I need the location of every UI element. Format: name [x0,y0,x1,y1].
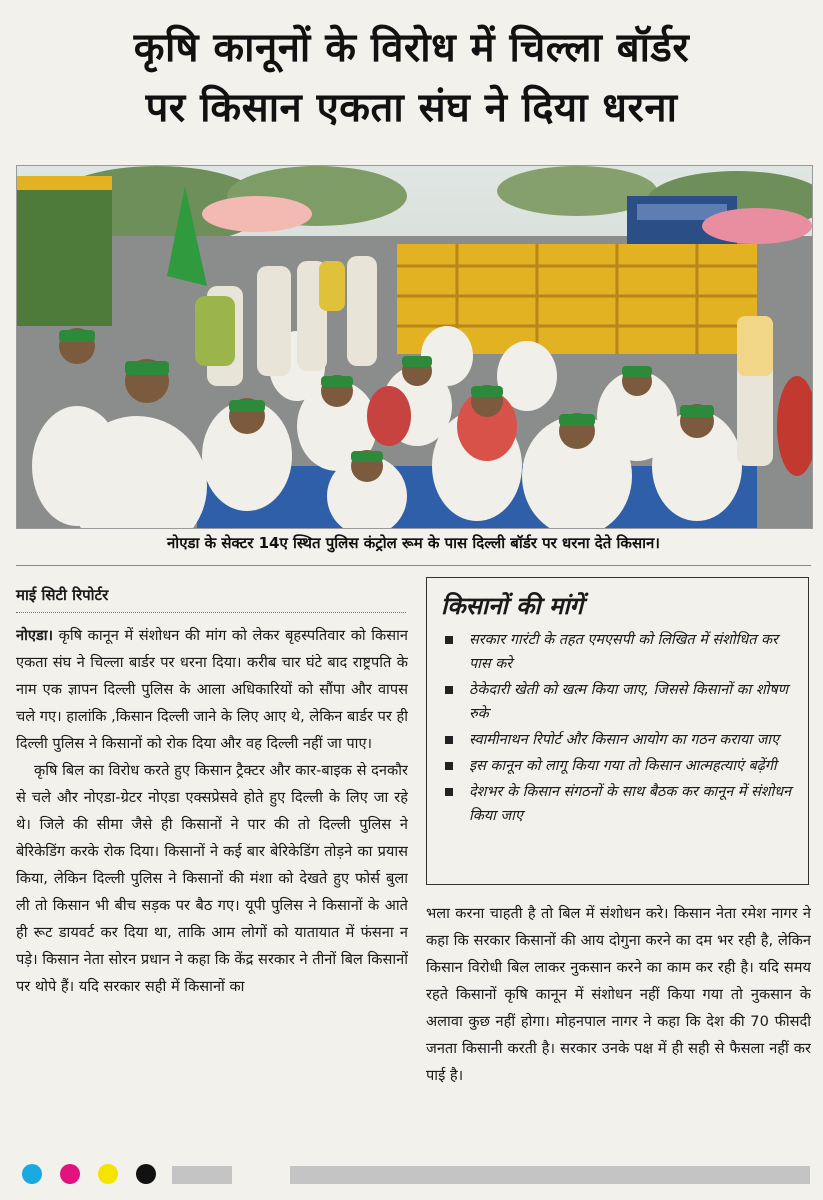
list-item: सरकार गारंटी के तहत एमएसपी को लिखित में संशोधित कर पास करे [437,628,801,676]
byline: माई सिटी रिपोर्टर [16,586,109,604]
bullet-square-icon [445,636,453,644]
divider [16,565,811,566]
print-registration-strip [0,1150,823,1200]
list-item: इस कानून को लागू किया गया तो किसान आत्महत्याएं बढ़ेंगी [437,754,801,778]
news-photo [16,165,813,529]
list-item: देशभर के किसान संगठनों के साथ बैठक कर कानून में संशोधन किया जाए [437,780,801,828]
byline-divider [16,612,406,613]
registration-bar [290,1166,810,1184]
bullet-square-icon [445,762,453,770]
dateline: नोएडा। [16,627,54,644]
article-column-1 [16,622,408,1152]
demands-list [437,628,801,830]
bullet-square-icon [445,788,453,796]
cyan-registration-dot [22,1164,42,1184]
bullet-square-icon [445,736,453,744]
bullet-square-icon [445,686,453,694]
list-item: ठेकेदारी खेती को खत्म किया जाए, जिससे किसानों का शोषण रुके [437,678,801,726]
black-registration-dot [136,1164,156,1184]
demands-box-title: किसानों की मांगें [441,592,584,620]
article-column-2 [426,900,811,1150]
magenta-registration-dot [60,1164,80,1184]
headline-line-2: पर किसान एकता संघ ने दिया धरना [145,85,678,131]
registration-bar [172,1166,232,1184]
list-item: स्वामीनाथन रिपोर्ट और किसान आयोग का गठन कराया जाए [437,728,801,752]
article-paragraph-3: भला करना चाहती है तो बिल में संशोधन करे। किसान नेता रमेश नागर ने कहा कि सरकार किसानों की आय दोगुना करने का दम भर रही है, लेकिन किसान विरोधी बिल लाकर नुकसान करने का काम कर रही है। यदि समय रहते किसानों कृषि कानून में संशोधन नहीं किया गया तो नुकसान के अलावा कुछ नहीं होगा। मोहनपाल नागर ने कहा कि देश की 70 फीसदी जनता किसानी करती है। सरकार उनके पक्ष में ही सही से फैसला नहीं कर पाई है। [426,905,811,1084]
headline [14,18,809,153]
article-paragraph-1 [16,622,408,757]
article-paragraph-2: कृषि बिल का विरोध करते हुए किसान ट्रैक्टर और कार-बाइक से दनकौर से चले और नोएडा-ग्रेटर नोएडा एक्सप्रेसवे होते हुए दिल्ली के लिए जा रहे थे। जिले की सीमा जैसे ही किसानों ने पार की तो दिल्ली पुलिस ने बेरिकेडिंग करके रोक दिया। किसानों ने कई बार बेरिकेडिंग तोड़ने का प्रयास किया, लेकिन दिल्ली पुलिस ने किसानों की मंशा को देखते हुए फोर्स बुला ली तो किसान भी बीच सड़क पर बैठ गए। यूपी पुलिस ने किसानों के आते ही रूट डायवर्ट कर दिया था, ताकि आम लोगों को यातायात में फंसना न पड़े। किसान नेता सोरन प्रधान ने कहा कि केंद्र सरकार ने तीनों बिल किसानों पर थोपे हैं। यदि सरकार सही में किसानों का [16,762,408,995]
demands-box [426,577,809,885]
headline-line-1: कृषि कानूनों के विरोध में चिल्ला बॉर्डर [133,25,690,71]
photo-caption: नोएडा के सेक्टर 14ए स्थित पुलिस कंट्रोल रूम के पास दिल्ली बॉर्डर पर धरना देते किसान। [166,534,660,552]
article-paragraph-1-text: कृषि कानून में संशोधन की मांग को लेकर बृहस्पतिवार को किसान एकता संघ ने चिल्ला बार्डर पर धरना दिया। करीब चार घंटे बाद राष्ट्रपति के नाम एक ज्ञापन दिल्ली पुलिस के आला अधिकारियों को सौंपा और वापस चले गए। हालांकि ,किसान दिल्ली जाने के लिए आए थे, लेकिन बार्डर पर ही दिल्ली पुलिस ने किसानों को रोक दिया और वह दिल्ली नहीं जा पाए। [16,627,408,752]
yellow-registration-dot [98,1164,118,1184]
